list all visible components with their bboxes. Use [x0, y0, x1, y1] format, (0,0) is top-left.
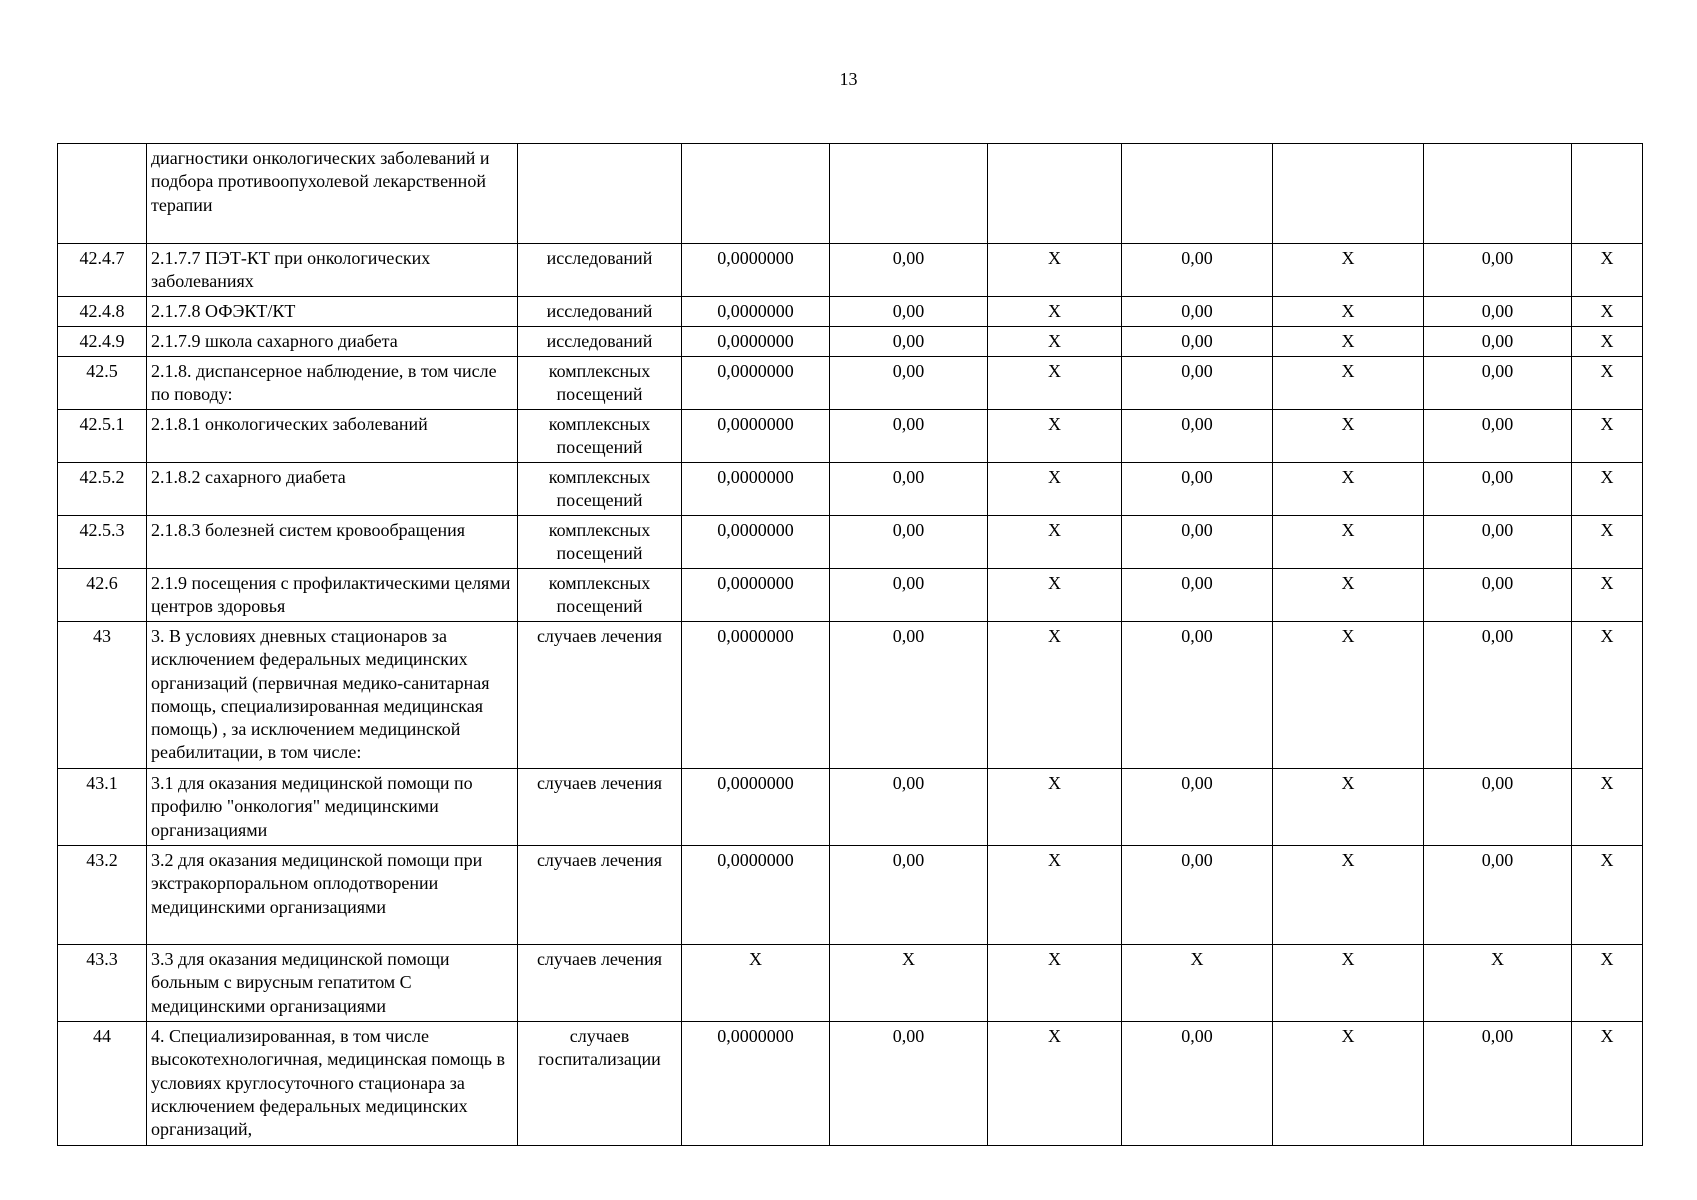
row-value-cell: 0,00	[830, 463, 988, 516]
row-value-cell: Х	[1273, 244, 1424, 297]
table-row	[58, 846, 1643, 945]
row-value-cell: 0,00	[1122, 769, 1273, 846]
row-value-cell: 0,0000000	[682, 463, 830, 516]
row-value-cell: 0,0000000	[682, 244, 830, 297]
row-description-cell: 2.1.7.8 ОФЭКТ/КТ	[147, 297, 518, 327]
row-value-cell	[1122, 144, 1273, 244]
row-value-cell: Х	[1273, 410, 1424, 463]
row-value-cell	[830, 144, 988, 244]
row-value-cell: Х	[1572, 297, 1643, 327]
row-value-cell: Х	[682, 945, 830, 1022]
row-description-cell: 4. Специализированная, в том числе высокотехнологичная, медицинская помощь в условиях круглосуточного стационара за исключением федеральных медицинских организаций,	[147, 1022, 518, 1146]
row-value-cell: Х	[1572, 769, 1643, 846]
row-value-cell: 0,0000000	[682, 516, 830, 569]
row-description-cell: диагностики онкологических заболеваний и подбора противоопухолевой лекарственной терапии	[147, 144, 518, 244]
row-value-cell: Х	[1122, 945, 1273, 1022]
row-value-cell: 0,00	[830, 516, 988, 569]
row-unit-cell: комплексных посещений	[518, 569, 682, 622]
row-unit-cell: исследований	[518, 297, 682, 327]
row-unit-cell: случаев лечения	[518, 945, 682, 1022]
row-value-cell: Х	[988, 357, 1122, 410]
row-value-cell: Х	[830, 945, 988, 1022]
row-value-cell: 0,00	[1122, 327, 1273, 357]
row-description-cell: 3.1 для оказания медицинской помощи по профилю "онкология" медицинскими организациями	[147, 769, 518, 846]
row-description-cell: 2.1.7.7 ПЭТ-КТ при онкологических заболеваниях	[147, 244, 518, 297]
row-value-cell: Х	[988, 244, 1122, 297]
row-value-cell: Х	[1572, 1022, 1643, 1146]
row-value-cell: Х	[1273, 569, 1424, 622]
row-number-cell: 43.2	[58, 846, 147, 945]
row-value-cell: Х	[1273, 327, 1424, 357]
row-value-cell: 0,00	[1122, 357, 1273, 410]
row-value-cell: 0,00	[1424, 569, 1572, 622]
row-value-cell: Х	[988, 327, 1122, 357]
row-value-cell: Х	[1572, 463, 1643, 516]
table-row	[58, 410, 1643, 463]
row-value-cell: Х	[1273, 1022, 1424, 1146]
table-row	[58, 769, 1643, 846]
row-value-cell: 0,0000000	[682, 569, 830, 622]
row-value-cell: 0,00	[1424, 357, 1572, 410]
row-value-cell: Х	[1572, 569, 1643, 622]
row-value-cell: 0,00	[1424, 1022, 1572, 1146]
row-value-cell: 0,0000000	[682, 357, 830, 410]
row-value-cell: Х	[988, 622, 1122, 769]
row-unit-cell: случаев лечения	[518, 846, 682, 945]
row-value-cell	[1273, 144, 1424, 244]
row-number-cell: 42.5.1	[58, 410, 147, 463]
row-unit-cell: комплексных посещений	[518, 516, 682, 569]
row-value-cell: Х	[1572, 846, 1643, 945]
row-number-cell: 42.5.3	[58, 516, 147, 569]
row-value-cell: 0,00	[1122, 1022, 1273, 1146]
row-value-cell: 0,0000000	[682, 327, 830, 357]
table-row	[58, 1022, 1643, 1146]
table-row	[58, 516, 1643, 569]
row-value-cell: 0,00	[1424, 244, 1572, 297]
row-value-cell: Х	[1273, 357, 1424, 410]
row-value-cell: 0,00	[830, 297, 988, 327]
data-table	[57, 143, 1643, 1146]
row-unit-cell: исследований	[518, 244, 682, 297]
row-number-cell: 42.4.8	[58, 297, 147, 327]
row-number-cell: 43.1	[58, 769, 147, 846]
row-value-cell: Х	[1273, 297, 1424, 327]
row-value-cell	[682, 144, 830, 244]
row-value-cell: 0,0000000	[682, 769, 830, 846]
row-number-cell: 42.5	[58, 357, 147, 410]
row-description-cell: 2.1.8.1 онкологических заболеваний	[147, 410, 518, 463]
row-value-cell: 0,00	[1424, 327, 1572, 357]
row-value-cell: 0,00	[1424, 463, 1572, 516]
row-value-cell: 0,00	[1424, 410, 1572, 463]
row-value-cell: Х	[1572, 516, 1643, 569]
row-value-cell: Х	[988, 516, 1122, 569]
row-value-cell: 0,00	[830, 622, 988, 769]
table-row	[58, 144, 1643, 244]
row-value-cell: Х	[988, 569, 1122, 622]
row-value-cell: 0,0000000	[682, 297, 830, 327]
row-value-cell: Х	[1424, 945, 1572, 1022]
table-row	[58, 622, 1643, 769]
row-unit-cell: комплексных посещений	[518, 410, 682, 463]
row-unit-cell: исследований	[518, 327, 682, 357]
row-value-cell: 0,00	[1424, 846, 1572, 945]
row-unit-cell: комплексных посещений	[518, 463, 682, 516]
row-value-cell: 0,0000000	[682, 622, 830, 769]
row-unit-cell: комплексных посещений	[518, 357, 682, 410]
row-value-cell: 0,00	[830, 410, 988, 463]
row-value-cell: 0,00	[1122, 463, 1273, 516]
row-description-cell: 3. В условиях дневных стационаров за исключением федеральных медицинских организаций (первичная медико-санитарная помощь, специализированная медицинская помощь) , за исключением медицинской реабилитации, в том числе:	[147, 622, 518, 769]
row-unit-cell: случаев лечения	[518, 622, 682, 769]
row-number-cell	[58, 144, 147, 244]
row-value-cell: 0,00	[1122, 622, 1273, 769]
row-number-cell: 42.5.2	[58, 463, 147, 516]
row-number-cell: 42.6	[58, 569, 147, 622]
row-value-cell: Х	[1273, 622, 1424, 769]
row-value-cell: Х	[1273, 769, 1424, 846]
row-value-cell: 0,00	[1122, 516, 1273, 569]
table-row	[58, 357, 1643, 410]
row-description-cell: 2.1.8.3 болезней систем кровообращения	[147, 516, 518, 569]
table-row	[58, 463, 1643, 516]
row-value-cell: 0,00	[830, 357, 988, 410]
row-value-cell: 0,0000000	[682, 1022, 830, 1146]
row-value-cell: 0,00	[830, 569, 988, 622]
row-description-cell: 2.1.8. диспансерное наблюдение, в том числе по поводу:	[147, 357, 518, 410]
row-description-cell: 3.2 для оказания медицинской помощи при экстракорпоральном оплодотворении медицинскими организациями	[147, 846, 518, 945]
row-value-cell: Х	[988, 846, 1122, 945]
row-number-cell: 43.3	[58, 945, 147, 1022]
row-value-cell: 0,00	[1122, 297, 1273, 327]
row-value-cell: Х	[1273, 846, 1424, 945]
row-value-cell: 0,0000000	[682, 846, 830, 945]
row-value-cell: 0,00	[830, 1022, 988, 1146]
row-value-cell: 0,0000000	[682, 410, 830, 463]
row-value-cell: 0,00	[830, 327, 988, 357]
table-row	[58, 297, 1643, 327]
row-value-cell: 0,00	[1122, 244, 1273, 297]
row-description-cell: 2.1.7.9 школа сахарного диабета	[147, 327, 518, 357]
row-value-cell	[1424, 144, 1572, 244]
row-value-cell: Х	[1572, 357, 1643, 410]
row-value-cell: Х	[988, 769, 1122, 846]
row-value-cell: Х	[1572, 410, 1643, 463]
row-number-cell: 43	[58, 622, 147, 769]
row-unit-cell: случаев лечения	[518, 769, 682, 846]
table-row	[58, 327, 1643, 357]
row-number-cell: 42.4.9	[58, 327, 147, 357]
row-value-cell: 0,00	[1122, 410, 1273, 463]
row-value-cell: Х	[1572, 622, 1643, 769]
table-row	[58, 945, 1643, 1022]
row-number-cell: 42.4.7	[58, 244, 147, 297]
row-value-cell: 0,00	[830, 244, 988, 297]
row-value-cell: 0,00	[1424, 769, 1572, 846]
row-value-cell: 0,00	[1424, 622, 1572, 769]
row-value-cell: Х	[988, 297, 1122, 327]
row-value-cell: 0,00	[1122, 569, 1273, 622]
row-value-cell: Х	[988, 410, 1122, 463]
page-number: 13	[839, 69, 858, 89]
row-unit-cell: случаев госпитализации	[518, 1022, 682, 1146]
row-unit-cell	[518, 144, 682, 244]
table-row	[58, 244, 1643, 297]
row-value-cell: Х	[1273, 945, 1424, 1022]
row-value-cell: Х	[988, 945, 1122, 1022]
row-value-cell: Х	[988, 463, 1122, 516]
row-value-cell: Х	[1273, 463, 1424, 516]
row-value-cell: 0,00	[830, 846, 988, 945]
row-value-cell	[1572, 144, 1643, 244]
table-row	[58, 569, 1643, 622]
row-number-cell: 44	[58, 1022, 147, 1146]
row-description-cell: 2.1.9 посещения с профилактическими целями центров здоровья	[147, 569, 518, 622]
row-description-cell: 3.3 для оказания медицинской помощи больным с вирусным гепатитом С медицинскими организациями	[147, 945, 518, 1022]
row-value-cell	[988, 144, 1122, 244]
row-value-cell: Х	[1572, 327, 1643, 357]
row-value-cell: Х	[1273, 516, 1424, 569]
row-description-cell: 2.1.8.2 сахарного диабета	[147, 463, 518, 516]
row-value-cell: Х	[1572, 945, 1643, 1022]
row-value-cell: Х	[988, 1022, 1122, 1146]
row-value-cell: 0,00	[1424, 297, 1572, 327]
row-value-cell: 0,00	[1424, 516, 1572, 569]
row-value-cell: 0,00	[830, 769, 988, 846]
row-value-cell: 0,00	[1122, 846, 1273, 945]
row-value-cell: Х	[1572, 244, 1643, 297]
